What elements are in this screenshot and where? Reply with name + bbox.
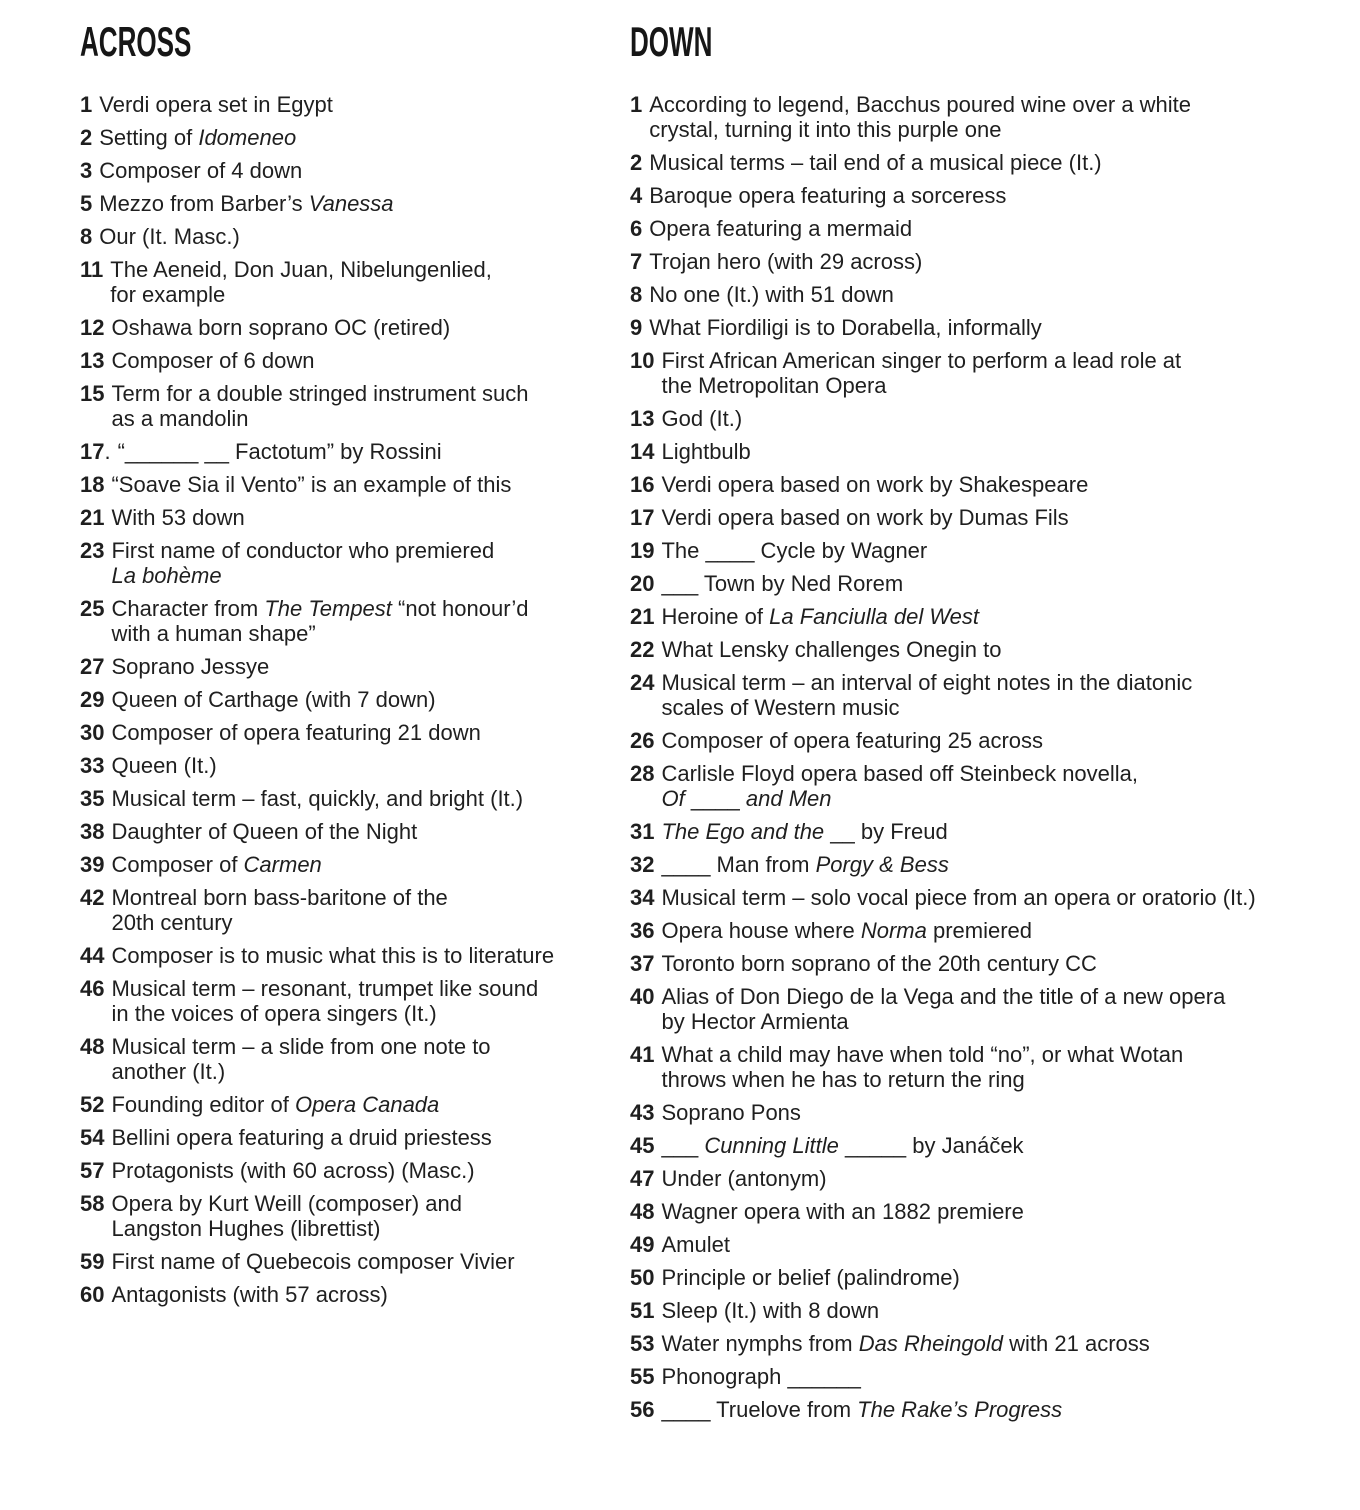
- clue-text: Composer of Carmen: [111, 852, 322, 877]
- clue-text: According to legend, Bacchus poured wine over a white crystal, turning it into this purple one: [649, 92, 1192, 142]
- clue-text: Musical term – an interval of eight notes in the diatonic scales of Western music: [661, 670, 1193, 720]
- clue-text: God (It.): [661, 406, 743, 431]
- clue-item: [80, 92, 630, 117]
- clue-item: [630, 249, 1336, 274]
- clue-text: Daughter of Queen of the Night: [111, 819, 418, 844]
- clue-item: [80, 819, 630, 844]
- clue-number: 17: [630, 505, 655, 530]
- clue-text: Carlisle Floyd opera based off Steinbeck novella, Of ____ and Men: [661, 761, 1139, 811]
- clue-item: [80, 943, 630, 968]
- clue-number: 11: [80, 257, 104, 282]
- clue-number: 8: [80, 224, 93, 249]
- clue-item: [630, 1331, 1336, 1356]
- clue-item: [630, 406, 1336, 431]
- clue-number: 36: [630, 918, 655, 943]
- clue-text: Character from The Tempest “not honour’d with a human shape”: [111, 596, 529, 646]
- clue-text: Heroine of La Fanciulla del West: [661, 604, 980, 629]
- clue-text: Composer of 4 down: [99, 158, 303, 183]
- clue-item: [630, 439, 1336, 464]
- clue-number: 45: [630, 1133, 655, 1158]
- across-clue-list: [80, 92, 630, 1307]
- clue-item: [630, 1100, 1336, 1125]
- clue-item: [80, 1282, 630, 1307]
- clue-number: 48: [630, 1199, 655, 1224]
- clue-text: Setting of Idomeneo: [99, 125, 297, 150]
- clue-item: [630, 1199, 1336, 1224]
- clue-item: [80, 381, 630, 431]
- clue-number: 59: [80, 1249, 105, 1274]
- clue-text: With 53 down: [111, 505, 245, 530]
- clue-number: 44: [80, 943, 105, 968]
- clue-item: [80, 720, 630, 745]
- clue-item: [80, 885, 630, 935]
- clue-text: The ____ Cycle by Wagner: [661, 538, 928, 563]
- clue-number: 41: [630, 1042, 655, 1067]
- clue-item: [630, 852, 1336, 877]
- clue-item: [80, 596, 630, 646]
- clue-number: 38: [80, 819, 105, 844]
- clue-number: 23: [80, 538, 105, 563]
- clue-item: [630, 92, 1336, 142]
- clue-text: “Soave Sia il Vento” is an example of this: [111, 472, 512, 497]
- clue-number: 48: [80, 1034, 105, 1059]
- clue-text: Composer of 6 down: [111, 348, 315, 373]
- clue-text: Queen of Carthage (with 7 down): [111, 687, 436, 712]
- clue-item: [630, 951, 1336, 976]
- clue-text: Oshawa born soprano OC (retired): [111, 315, 451, 340]
- clue-number: 27: [80, 654, 105, 679]
- clue-item: [630, 348, 1336, 398]
- clue-number: 29: [80, 687, 105, 712]
- clue-number: 47: [630, 1166, 655, 1191]
- clue-number: 31: [630, 819, 655, 844]
- clue-text: Amulet: [661, 1232, 730, 1257]
- clue-item: [630, 1265, 1336, 1290]
- clue-item: [80, 976, 630, 1026]
- clue-item: [80, 753, 630, 778]
- clue-number: 46: [80, 976, 105, 1001]
- clue-item: [630, 150, 1336, 175]
- clue-item: [630, 984, 1336, 1034]
- clue-item: [630, 571, 1336, 596]
- clue-number: 15: [80, 381, 105, 406]
- clue-item: [80, 1249, 630, 1274]
- clue-number: 58: [80, 1191, 105, 1216]
- clue-number: 1: [630, 92, 643, 117]
- clue-item: [80, 687, 630, 712]
- clue-text: ___ Town by Ned Rorem: [661, 571, 904, 596]
- clue-text: Lightbulb: [661, 439, 751, 464]
- clue-text: Baroque opera featuring a sorceress: [649, 183, 1007, 208]
- clue-text: ____ Truelove from The Rake’s Progress: [661, 1397, 1063, 1422]
- clue-number: 37: [630, 951, 655, 976]
- clue-text: ____ Man from Porgy & Bess: [661, 852, 949, 877]
- clue-number: 10: [630, 348, 655, 373]
- clue-text: Soprano Jessye: [111, 654, 270, 679]
- clue-item: [80, 786, 630, 811]
- clue-number: 19: [630, 538, 655, 563]
- clue-number-suffix: .: [104, 439, 111, 464]
- clue-item: [80, 439, 630, 464]
- clue-number: 39: [80, 852, 105, 877]
- clue-item: [80, 1092, 630, 1117]
- clue-item: [80, 1191, 630, 1241]
- clue-text: ___ Cunning Little _____ by Janáček: [661, 1133, 1024, 1158]
- clue-item: [80, 1034, 630, 1084]
- clue-text: The Aeneid, Don Juan, Nibelungenlied, for example: [110, 257, 492, 307]
- clue-number: 54: [80, 1125, 105, 1150]
- clue-number: 6: [630, 216, 643, 241]
- clue-item: [80, 158, 630, 183]
- clue-text: First African American singer to perform a lead role at the Metropolitan Opera: [661, 348, 1182, 398]
- clue-number: 7: [630, 249, 643, 274]
- clue-text: What Lensky challenges Onegin to: [661, 637, 1002, 662]
- clue-item: [630, 761, 1336, 811]
- clue-item: [630, 472, 1336, 497]
- clue-item: [80, 315, 630, 340]
- down-header: DOWN: [630, 18, 713, 65]
- clue-item: [630, 1133, 1336, 1158]
- clue-item: [80, 505, 630, 530]
- clue-item: [630, 538, 1336, 563]
- clue-number: 40: [630, 984, 655, 1009]
- clue-item: [630, 505, 1336, 530]
- clue-number: 24: [630, 670, 655, 695]
- clue-number: 3: [80, 158, 93, 183]
- clue-number: 1: [80, 92, 93, 117]
- clue-text: Verdi opera based on work by Dumas Fils: [661, 505, 1069, 530]
- clue-text: Queen (It.): [111, 753, 217, 778]
- clue-number: 52: [80, 1092, 105, 1117]
- clue-item: [630, 282, 1336, 307]
- clue-text: Musical terms – tail end of a musical piece (It.): [649, 150, 1102, 175]
- clue-text: Toronto born soprano of the 20th century CC: [661, 951, 1097, 976]
- clue-text: Composer of opera featuring 21 down: [111, 720, 481, 745]
- clue-text: Opera house where Norma premiered: [661, 918, 1032, 943]
- clue-number: 50: [630, 1265, 655, 1290]
- clue-text: Musical term – solo vocal piece from an opera or oratorio (It.): [661, 885, 1256, 910]
- clue-item: [80, 224, 630, 249]
- clue-number: 32: [630, 852, 655, 877]
- clue-text: Alias of Don Diego de la Vega and the title of a new opera by Hector Armienta: [661, 984, 1226, 1034]
- clue-text: Mezzo from Barber’s Vanessa: [99, 191, 394, 216]
- clue-number: 30: [80, 720, 105, 745]
- clue-number: 51: [630, 1298, 655, 1323]
- clue-item: [630, 1042, 1336, 1092]
- clue-number: 9: [630, 315, 643, 340]
- clue-text: Water nymphs from Das Rheingold with 21 across: [661, 1331, 1150, 1356]
- clue-text: Trojan hero (with 29 across): [649, 249, 923, 274]
- clue-number: 21: [630, 604, 655, 629]
- across-section: [80, 20, 630, 1430]
- clue-item: [630, 604, 1336, 629]
- down-clue-list: [630, 92, 1336, 1422]
- clue-number: 16: [630, 472, 655, 497]
- clue-text: First name of conductor who premiered La bohème: [111, 538, 495, 588]
- clue-text: No one (It.) with 51 down: [649, 282, 894, 307]
- clue-number: 12: [80, 315, 105, 340]
- clue-number: 34: [630, 885, 655, 910]
- clue-text: Composer of opera featuring 25 across: [661, 728, 1044, 753]
- clue-text: Protagonists (with 60 across) (Masc.): [111, 1158, 475, 1183]
- clue-number: 35: [80, 786, 105, 811]
- clue-text: Verdi opera set in Egypt: [99, 92, 333, 117]
- clue-text: Montreal born bass-baritone of the 20th century: [111, 885, 448, 935]
- clue-number: 21: [80, 505, 105, 530]
- clue-text: Our (It. Masc.): [99, 224, 240, 249]
- clue-item: [630, 728, 1336, 753]
- clue-item: [630, 819, 1336, 844]
- clue-number: 43: [630, 1100, 655, 1125]
- clue-text: “______ __ Factotum” by Rossini: [117, 439, 442, 464]
- clue-number: 33: [80, 753, 105, 778]
- clue-text: Wagner opera with an 1882 premiere: [661, 1199, 1024, 1224]
- clue-number: 2: [630, 150, 643, 175]
- clue-number: 49: [630, 1232, 655, 1257]
- clue-item: [630, 670, 1336, 720]
- clue-item: [80, 125, 630, 150]
- clue-text: Composer is to music what this is to literature: [111, 943, 555, 968]
- clue-text: Principle or belief (palindrome): [661, 1265, 960, 1290]
- clue-item: [80, 1125, 630, 1150]
- clue-item: [630, 1397, 1336, 1422]
- clue-item: [630, 918, 1336, 943]
- clue-item: [630, 216, 1336, 241]
- clue-text: Sleep (It.) with 8 down: [661, 1298, 880, 1323]
- clue-number: 13: [630, 406, 655, 431]
- clue-number: 20: [630, 571, 655, 596]
- down-section: [630, 20, 1336, 1430]
- clue-number: 4: [630, 183, 643, 208]
- clue-text: Phonograph ______: [661, 1364, 861, 1389]
- clue-text: The Ego and the __ by Freud: [661, 819, 948, 844]
- clue-number: 42: [80, 885, 105, 910]
- clue-number: 8: [630, 282, 643, 307]
- clue-item: [630, 885, 1336, 910]
- clue-text: Musical term – fast, quickly, and bright (It.): [111, 786, 524, 811]
- clue-text: Bellini opera featuring a druid priestess: [111, 1125, 492, 1150]
- clue-number: 14: [630, 439, 655, 464]
- clue-number: 17.: [80, 439, 111, 464]
- clue-number: 22: [630, 637, 655, 662]
- clue-text: Founding editor of Opera Canada: [111, 1092, 440, 1117]
- clue-number: 25: [80, 596, 105, 621]
- clue-item: [80, 191, 630, 216]
- clue-number: 26: [630, 728, 655, 753]
- clue-number: 53: [630, 1331, 655, 1356]
- clue-number: 2: [80, 125, 93, 150]
- clue-text: What a child may have when told “no”, or what Wotan throws when he has to return the ring: [661, 1042, 1184, 1092]
- clue-item: [630, 1166, 1336, 1191]
- clue-item: [630, 183, 1336, 208]
- clue-number: 60: [80, 1282, 105, 1307]
- clue-text: Opera by Kurt Weill (composer) and Langston Hughes (librettist): [111, 1191, 462, 1241]
- clue-item: [80, 472, 630, 497]
- clue-text: What Fiordiligi is to Dorabella, informally: [649, 315, 1042, 340]
- clue-item: [630, 1232, 1336, 1257]
- clue-number: 57: [80, 1158, 105, 1183]
- clue-text: Soprano Pons: [661, 1100, 801, 1125]
- clue-text: Term for a double stringed instrument such as a mandolin: [111, 381, 529, 431]
- clue-item: [80, 1158, 630, 1183]
- clue-item: [80, 654, 630, 679]
- clue-item: [80, 538, 630, 588]
- clue-text: First name of Quebecois composer Vivier: [111, 1249, 515, 1274]
- clue-text: Musical term – a slide from one note to another (It.): [111, 1034, 491, 1084]
- clue-item: [630, 315, 1336, 340]
- across-header: ACROSS: [80, 18, 192, 65]
- clue-text: Verdi opera based on work by Shakespeare: [661, 472, 1089, 497]
- clue-item: [630, 1364, 1336, 1389]
- clue-number: 5: [80, 191, 93, 216]
- clue-item: [630, 1298, 1336, 1323]
- clue-number: 55: [630, 1364, 655, 1389]
- clue-item: [80, 852, 630, 877]
- clue-number: 28: [630, 761, 655, 786]
- clue-text: Musical term – resonant, trumpet like sound in the voices of opera singers (It.): [111, 976, 539, 1026]
- clue-item: [80, 348, 630, 373]
- clue-number: 18: [80, 472, 105, 497]
- clue-number: 56: [630, 1397, 655, 1422]
- clue-item: [630, 637, 1336, 662]
- clue-text: Opera featuring a mermaid: [649, 216, 913, 241]
- clue-number: 13: [80, 348, 105, 373]
- clue-text: Under (antonym): [661, 1166, 827, 1191]
- clue-item: [80, 257, 630, 307]
- clue-text: Antagonists (with 57 across): [111, 1282, 388, 1307]
